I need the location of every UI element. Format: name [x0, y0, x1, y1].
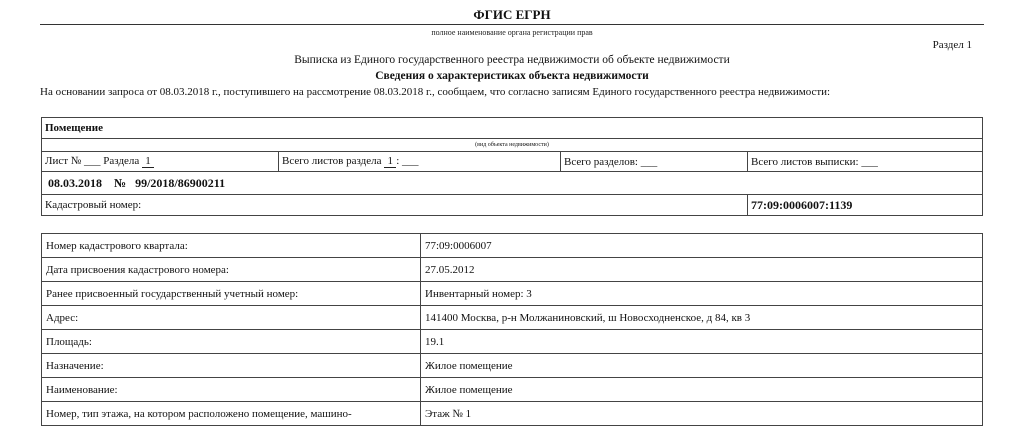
detail-value: 77:09:0006007 — [421, 234, 983, 258]
total-sections-value: ___ — [640, 155, 658, 168]
total-sheets-value: ___ — [861, 155, 878, 168]
extract-date: 08.03.2018 — [48, 175, 102, 190]
detail-label: Ранее присвоенный государственный учетный номер: — [42, 282, 421, 306]
org-caption: полное наименование органа регистрации прав — [431, 28, 593, 37]
table-row — [42, 258, 983, 282]
cadastral-value: 77:09:0006007:1139 — [748, 195, 983, 216]
table-row — [42, 402, 983, 426]
extract-title: Выписка из Единого государственного реестра недвижимости об объекте недвижимости — [294, 54, 730, 66]
detail-value: 141400 Москва, р-н Молжаниновский, ш Новосходненское, д 84, кв 3 — [421, 306, 983, 330]
sheet-label: Лист № — [45, 155, 82, 167]
table-row — [42, 282, 983, 306]
detail-label: Номер, тип этажа, на котором расположено помещение, машино- — [42, 402, 421, 426]
sheet-number-cell — [42, 152, 279, 172]
extract-date-number — [42, 172, 983, 195]
detail-value: Жилое помещение — [421, 378, 983, 402]
detail-label: Номер кадастрового квартала: — [42, 234, 421, 258]
table-row — [42, 234, 983, 258]
details-table — [41, 233, 983, 426]
object-type: Помещение — [42, 118, 983, 139]
detail-value: 27.05.2012 — [421, 258, 983, 282]
total-sections-label: Всего разделов: — [564, 155, 638, 168]
total-sheets-section-cell — [279, 152, 561, 172]
detail-label: Адрес: — [42, 306, 421, 330]
section-word: Раздела — [103, 155, 140, 167]
detail-value: Инвентарный номер: 3 — [421, 282, 983, 306]
detail-label: Дата присвоения кадастрового номера: — [42, 258, 421, 282]
detail-label: Назначение: — [42, 354, 421, 378]
table-row — [42, 330, 983, 354]
object-type-caption: (вид объекта недвижимости) — [42, 139, 983, 152]
request-basis: На основании запроса от 08.03.2018 г., поступившего на рассмотрение 08.03.2018 г., сообщаем, что согласно записям Единого государственного реестра недвижимости: — [40, 86, 831, 98]
object-header-table — [41, 117, 983, 216]
total-sheets-section-label: Всего листов раздела — [282, 155, 382, 167]
number-sign: № — [114, 175, 127, 190]
document-header — [40, 0, 984, 98]
detail-label: Наименование: — [42, 378, 421, 402]
total-sheets-section-value: : ___ — [396, 155, 419, 167]
table-row — [42, 306, 983, 330]
detail-value: 19.1 — [421, 330, 983, 354]
cadastral-label: Кадастровый номер: — [42, 195, 748, 216]
total-sheets-cell — [748, 152, 983, 172]
extract-subtitle: Сведения о характеристиках объекта недвижимости — [375, 70, 649, 82]
extract-number: 99/2018/86900211 — [135, 175, 226, 190]
table-row — [42, 354, 983, 378]
org-name: ФГИС ЕГРН — [473, 7, 551, 22]
detail-label: Площадь: — [42, 330, 421, 354]
total-sheets-label: Всего листов выписки: — [751, 155, 859, 168]
table-row — [42, 378, 983, 402]
sheet-value: ___ — [84, 155, 101, 167]
detail-value: Жилое помещение — [421, 354, 983, 378]
org-underline — [40, 24, 984, 25]
total-sheets-section-number: 1 — [384, 156, 396, 168]
detail-value: Этаж № 1 — [421, 402, 983, 426]
section-number: 1 — [142, 156, 154, 168]
section-label: Раздел 1 — [932, 39, 972, 51]
total-sections-cell — [561, 152, 748, 172]
